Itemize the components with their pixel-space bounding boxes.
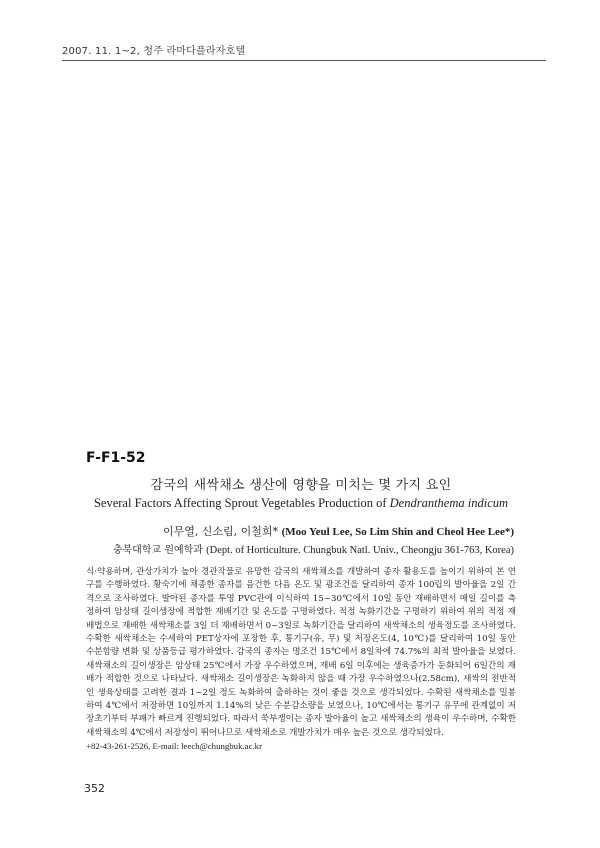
title-korean: 감국의 새싹채소 생산에 영향을 미치는 몇 가지 요인: [150, 478, 452, 493]
authors-korean: 이무열, 신소림, 이철희*: [162, 525, 279, 538]
title-english: [86, 496, 516, 511]
abstract-body: 식·약용하며, 관상가치가 높아 경관작물로 유망한 감국의 새싹채소를 개발하여 종자 활용도를 높이기 위하여 본 연구를 수행하였다. 황숙기에 채종한 종자를 음건한 다음 온도 및 광조건을 달리하여 종자 100립의 발아율을 2일 간격으로 조사하였다. 발아된 종자를 투명 PVC관에 이식하여 15~30℃에서 10일 동안 재배하면서 매일 길이를 측정하여 암상태 길이생장에 적합한 재배기간 및 온도를 구명하였다. 적정 녹화기간을 구명하기 위하여 위의 적정 재배법으로 재배한 새싹채소를 3일 더 재배하면서 0~3일로 녹화기간을 달리하여 새싹채소의 생육정도를 조사하였다. 수확한 새싹채소는 수세하여 PET상자에 포장한 후, 통기구(유, 무) 및 저장온도(4, 10℃)를 달리하여 10일 동안 수분함량 변화 및 상품등급 평가하였다. 감국의 종자는 명조건 15℃에서 8일차에 74.7%의 최적 발아율을 보였다. 새싹채소의 길이생장은 암상태 25℃에서 가장 우수하였으며, 재배 6일 이후에는 생육증가가 둔화되어 6일간의 재배가 적합한 것으로 나타났다. 새싹채소 길이생장은 녹화하지 않을 때 가장 우수하였으나(2.58cm), 새싹의 전반적인 생육상태를 고려한 결과 1~2일 정도 녹화하여 출하하는 것이 좋을 것으로 생각되었다. 수확된 새싹채소를 밀봉하여 4℃에서 저장하면 10일까지 1.14%의 낮은 수분감소량을 보였으나, 10℃에서는 통기구 유무에 관계없이 저장초기부터 부패가 빠르게 진행되었다. 따라서 쑥부쟁이는 종자 발아율이 높고 새싹채소의 생육이 우수하며, 수확한 새싹채소의 4℃에서 저장성이 뛰어나므로 새싹채소로 개발가치가 매우 높은 것으로 생각되었다.: [86, 567, 516, 738]
page-number: 352: [84, 782, 105, 795]
authors-english: (Moo Yeul Lee, So Lim Shin and Cheol Hee Lee*): [281, 526, 514, 538]
affiliation-korean: 충북대학교 원예학과: [112, 545, 203, 556]
affiliation-english: (Dept. of Horticulture. Chungbuk Natl. Univ., Cheongju 361-763, Korea): [206, 545, 514, 556]
affiliation: [113, 541, 514, 556]
authors: [163, 523, 514, 539]
title-english-species: Dendranthema indicum: [389, 496, 509, 510]
title-english-main: Several Factors Affecting Sprout Vegetables Production of: [93, 496, 390, 510]
contact-info: +82-43-261-2526, E-mail: leech@chungbuk.ac.kr: [86, 741, 262, 751]
abstract-code: F-F1-52: [86, 450, 146, 466]
running-header: 2007. 11. 1~2, 청주 라마다플라자호텔: [62, 46, 246, 57]
header-divider: [62, 60, 546, 61]
